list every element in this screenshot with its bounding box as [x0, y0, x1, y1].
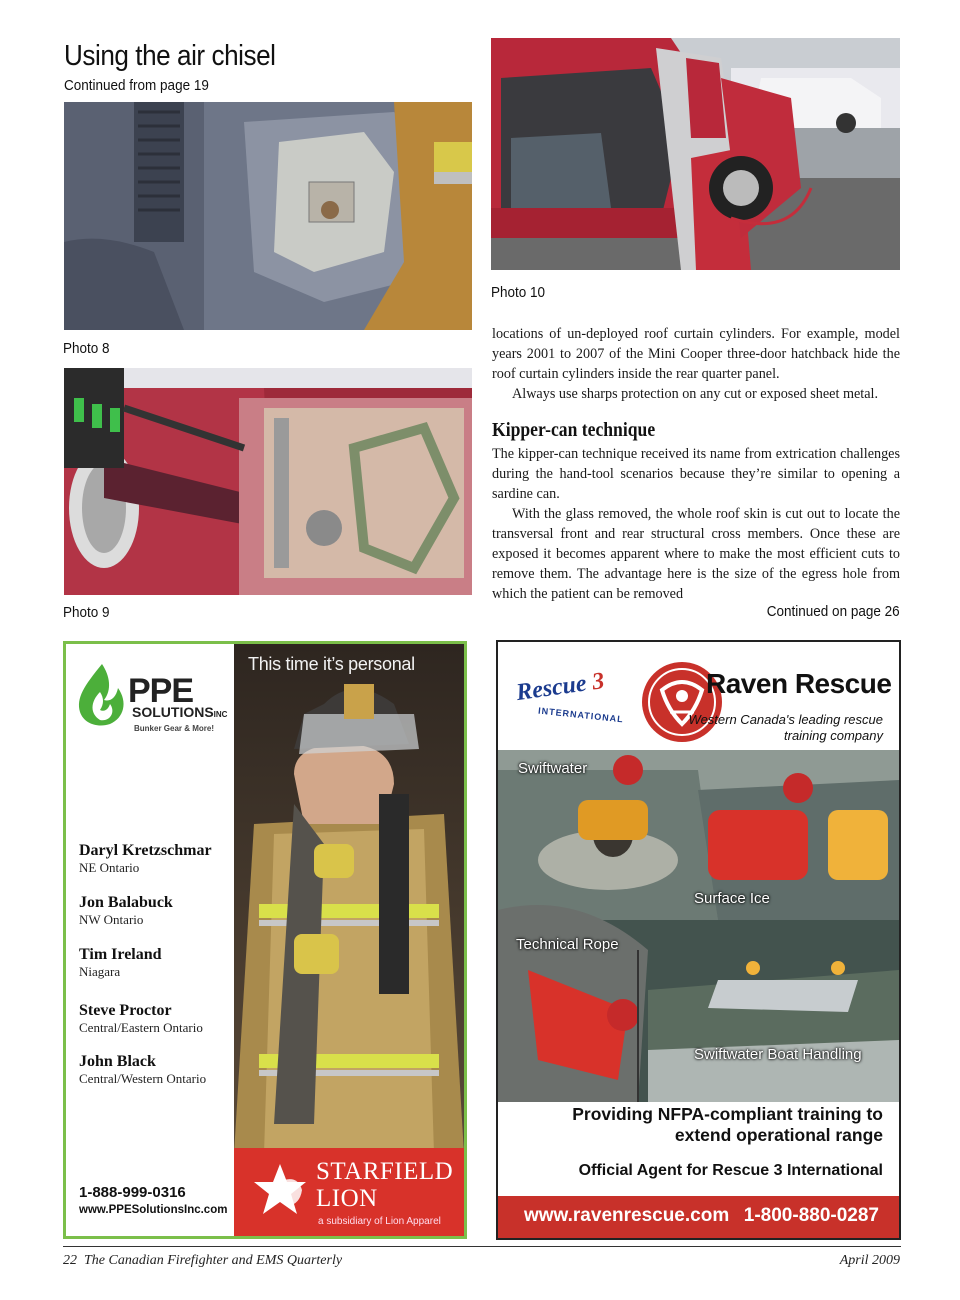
rep-name: Tim Ireland — [79, 946, 162, 963]
rescue3-logo-subtitle: INTERNATIONAL — [537, 705, 625, 725]
ppe-website-link[interactable]: www.PPESolutionsInc.com — [79, 1204, 228, 1216]
sales-rep — [79, 946, 162, 980]
raven-rescue-ad[interactable] — [496, 640, 901, 1240]
ppe-brand-name: PPE — [128, 672, 194, 710]
sales-rep — [79, 894, 173, 928]
star-lion-logo-icon — [250, 1160, 310, 1220]
continued-on: Continued on page 26 — [767, 603, 900, 620]
raven-contact-bar — [498, 1196, 899, 1238]
rep-area: NW Ontario — [79, 912, 144, 927]
label-technical-rope: Technical Rope — [516, 936, 619, 953]
firefighter-photo — [234, 644, 464, 1154]
rep-area: NE Ontario — [79, 860, 140, 875]
label-swiftwater-boat: Swiftwater Boat Handling — [694, 1046, 862, 1063]
rep-name: Steve Proctor — [79, 1002, 172, 1019]
ppe-phone[interactable]: 1-888-999-0316 — [79, 1184, 186, 1201]
sales-rep — [79, 1002, 203, 1036]
photo-10-caption: Photo 10 — [491, 284, 546, 301]
paragraph: The kipper-can technique received its name from extrication challenges during the hand-tool scenarios because they’re similar to opening a sardine can. — [492, 446, 900, 502]
photo-9-caption: Photo 9 — [63, 604, 110, 621]
rep-name: Daryl Kretzschmar — [79, 842, 212, 859]
footer-date: April 2009 — [839, 1253, 900, 1268]
ppe-ad-info-panel — [66, 644, 234, 1236]
rep-area: Central/Western Ontario — [79, 1071, 207, 1086]
photo-8 — [64, 102, 472, 330]
ppe-tagline: Bunker Gear & More! — [134, 724, 215, 733]
rep-area: Niagara — [79, 964, 121, 979]
photo-8-caption: Photo 8 — [63, 340, 110, 357]
rep-area: Central/Eastern Ontario — [79, 1020, 203, 1035]
rep-name: Jon Balabuck — [79, 894, 173, 911]
photo-9 — [64, 368, 472, 595]
ppe-headline: This time it’s personal — [248, 654, 415, 674]
photo-10 — [491, 38, 900, 270]
raven-title: Raven Rescue — [706, 668, 892, 699]
footer-rule — [63, 1246, 901, 1247]
ppe-solutions-ad[interactable] — [63, 641, 467, 1239]
article-title: Using the air chisel — [64, 40, 276, 72]
paragraph: locations of un-deployed roof curtain cylinders. For example, model years 2001 to 2007 of the Mini Cooper three-door hatchback hide the roof curtain cylinders inside the rear quarter panel. — [492, 326, 900, 382]
raven-phone[interactable]: 1-800-880-0287 — [743, 1205, 879, 1226]
raven-agent-line: Official Agent for Rescue 3 International — [578, 1162, 883, 1179]
ppe-brand-line2: SOLUTIONSINC — [132, 704, 228, 720]
continued-from: Continued from page 19 — [64, 77, 209, 94]
label-swiftwater: Swiftwater — [518, 760, 588, 777]
paragraph: With the glass removed, the whole roof skin is cut out to locate the transversal front and rear structural cross members. Once these are exposed it becomes apparent where to make the most efficient cuts to remove them. The advantage here is the size of the egress hole from which the patient can be removed — [492, 506, 900, 602]
ppe-flame-logo-icon — [74, 662, 130, 728]
label-surface-ice: Surface Ice — [694, 890, 770, 907]
footer-publication: 22 The Canadian Firefighter and EMS Quarterly — [63, 1253, 343, 1268]
rep-name: John Black — [79, 1053, 156, 1070]
ppe-ad-photo-panel — [234, 644, 464, 1236]
raven-subtitle: Western Canada's leading rescue training company — [688, 712, 883, 743]
article-body-kipper — [492, 444, 900, 604]
subheading-kipper-can: Kipper-can technique — [492, 419, 656, 441]
article-body-top — [492, 324, 900, 404]
rescue3-logo: Rescue 3 — [514, 667, 606, 707]
raven-tagline: Providing NFPA-compliant training to extend operational range — [572, 1104, 883, 1145]
sales-rep — [79, 1053, 206, 1087]
paragraph: Always use sharps protection on any cut or exposed sheet metal. — [512, 386, 879, 402]
sales-rep — [79, 842, 212, 876]
starfield-lion-name: STARFIELD LION — [316, 1158, 454, 1212]
starfield-lion-subtitle: a subsidiary of Lion Apparel — [318, 1216, 441, 1227]
starfield-lion-banner[interactable] — [234, 1148, 464, 1236]
raven-website-link[interactable]: www.ravenrescue.com — [524, 1205, 730, 1226]
